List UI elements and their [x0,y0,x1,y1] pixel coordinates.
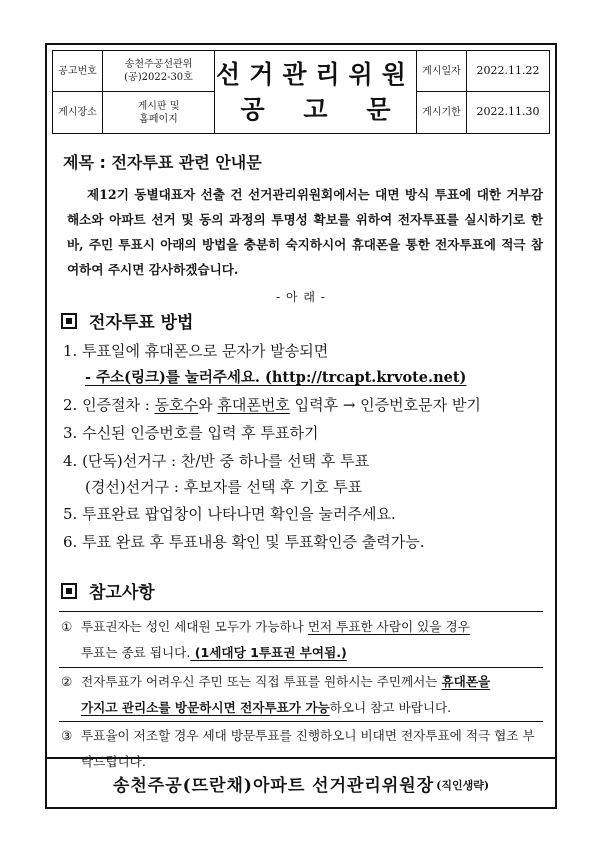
step-6: 6. 투표 완료 후 투표내용 확인 및 투표확인증 출력가능. [63,533,425,551]
place-line2: 홈페이지 [139,113,178,125]
method-title: 전자투표 방법 [89,313,194,333]
post-date-label: 게시일자 [417,51,467,92]
note-3-number: ③ [61,728,73,743]
square-bullet-icon [61,583,77,599]
notes-title: 참고사항 [89,583,155,603]
step-3: 3. 수신된 인증번호를 입력 후 투표하기 [63,424,319,442]
note-1-underlined: 먼저 투표한 사람이 있을 경우 [307,619,470,634]
title-line1: 선거관리위원 [216,60,415,89]
step-2-prefix: 2. 인증절차 : [63,396,155,414]
note-2-number: ② [61,674,73,689]
post-date-value: 2022.11.22 [467,51,549,92]
notice-no-label: 공고번호 [53,51,103,92]
note-2-bold-a: 휴대폰을 [441,674,491,689]
place-label: 게시장소 [53,92,103,133]
signature-footer [47,757,555,807]
divider-line [59,611,543,612]
note-3-text: 투표율이 저조할 경우 세대 방문투표를 진행하오니 비대면 전자투표에 적극 협조 부탁드립니다. [81,728,535,769]
step-2-unit: 동호수 [154,396,199,414]
square-bullet-icon [61,313,77,329]
section-divider-arae: - 아 래 - [276,290,326,304]
note-2-text-a: 전자투표가 어려우신 주민 또는 직접 투표를 원하시는 주민께서는 [81,674,442,689]
step-2-phone: 휴대폰번호 [217,396,290,414]
divider-line [59,721,543,722]
step-2-suffix: 입력후 → 인증번호문자 받기 [289,396,481,414]
note-2-bold-b: 가지고 관리소를 방문하시면 전자투표가 가능 [81,700,330,715]
method-heading [61,308,193,333]
step-2-mid: 와 [198,396,218,414]
title-char: 공 [240,95,265,124]
notice-document [45,43,557,809]
step-4a: 4. (단독)선거구 : 찬/반 중 하나를 선택 후 투표 [63,452,370,470]
notice-no-line1: 송천주공선관위 [124,59,193,70]
note-2 [61,669,541,721]
title-char: 문 [366,95,391,124]
header-table [52,50,550,134]
step-2 [63,394,481,415]
seal-note: (직인생략) [436,779,490,792]
deadline-value: 2022.11.30 [476,105,540,119]
place-value [103,92,215,133]
note-2-text-b: 하오니 참고 바랍니다. [329,700,452,715]
note-1-bold: (1세대당 1투표권 부여됨.) [190,645,347,660]
intro-paragraph: 제12기 동별대표자 선출 건 선거관리위원회에서는 대면 방식 투표에 대한 거부감 해소와 아파트 선거 및 동의 과정의 투명성 확보를 위하여 전자투표를 실시하기로 한바, 주민 투표시 아래의 방법을 충분히 숙지하시어 휴대폰을 통한 전자투표에 적극 참여하여 주시면 감사하겠습니다. [67,187,543,277]
note-1-text-b: 투표는 종료 됩니다. [81,645,191,660]
signature-text: 송천주공(뜨란채)아파트 선거관리위원장 [112,775,435,796]
notice-no-line2: (공)2022-30호 [124,72,193,83]
step-1: 1. 투표일에 휴대폰으로 문자가 발송되면 [63,342,329,360]
step-5: 5. 투표완료 팝업창이 나타나면 확인을 눌러주세요. [63,505,396,523]
step-1-link [85,366,466,387]
place-line1: 게시판 및 [137,100,180,112]
title-line2 [241,97,391,122]
document-title [215,51,417,133]
deadline-label: 게시기한 [417,92,467,133]
note-1 [61,614,541,666]
step-4b: (경선)선거구 : 후보자를 선택 후 기호 투표 [85,478,363,496]
note-1-text-a: 투표권자는 성인 세대원 모두가 가능하나 [81,619,308,634]
note-1-number: ① [61,619,73,634]
subject-line: 제목 : 전자투표 관련 안내문 [63,153,262,172]
title-char: 고 [303,95,328,124]
notice-no-value [103,51,215,92]
divider-line [59,667,543,668]
notes-heading [61,578,155,603]
vote-link-text: - 주소(링크)를 눌러주세요. (http://trcapt.krvote.net) [85,369,467,386]
